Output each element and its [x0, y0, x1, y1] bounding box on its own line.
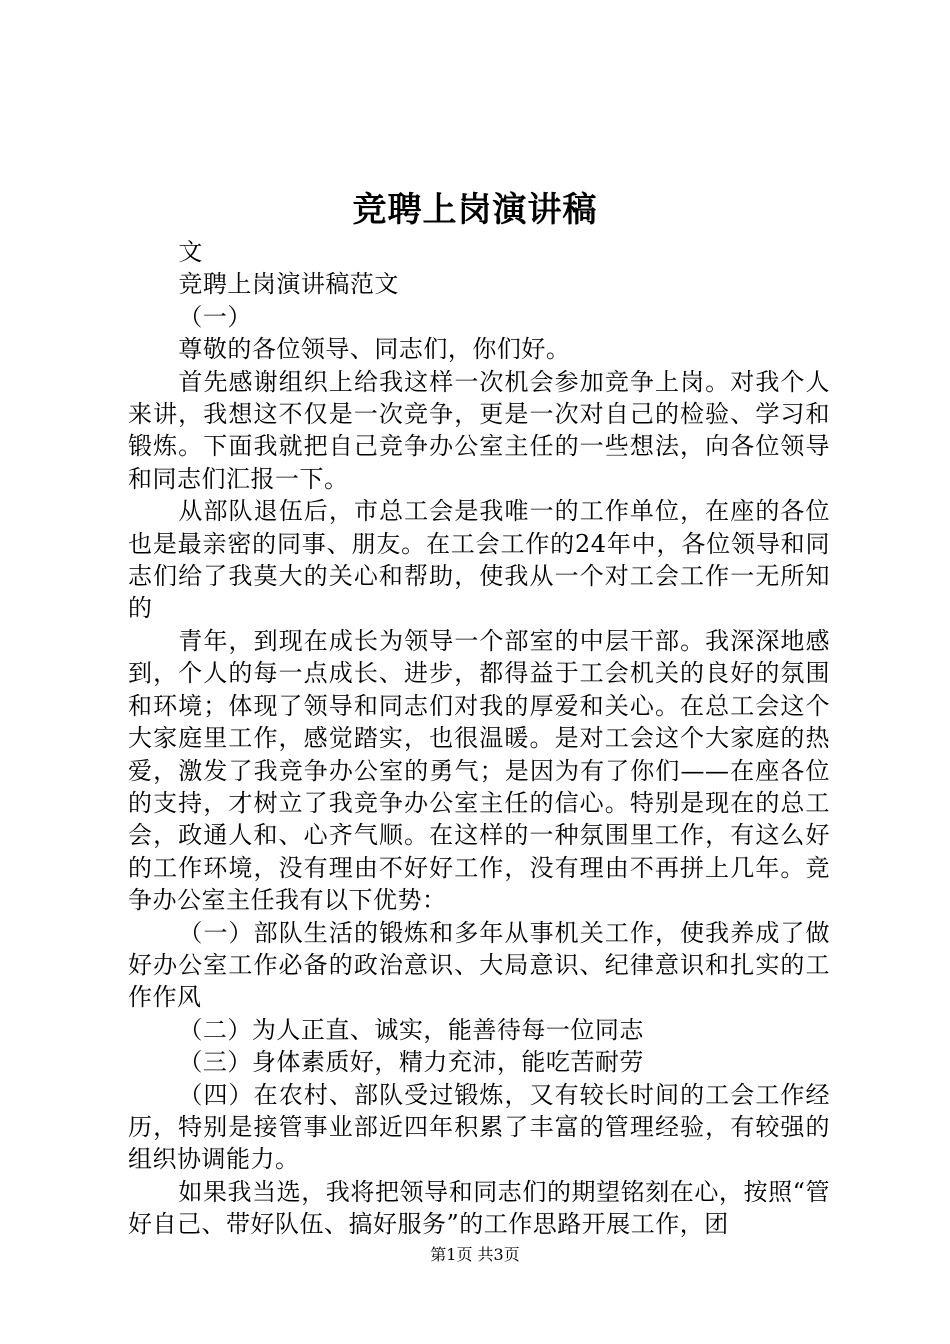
doc-section-marker: （一） — [178, 302, 252, 331]
doc-paragraph: 首先感谢组织上给我这样一次机会参加竞争上岗。对我个人来讲，我想这不仅是一次竞争，更是一次对自己的检验、学习和锻炼。下面我就把自己竞争办公室主任的一些想法，向各位领导和同志们汇报一下。 — [128, 367, 830, 493]
document-body — [128, 236, 830, 1241]
document-title: 竞聘上岗演讲稿 — [352, 190, 598, 230]
doc-list-item: （一）部队生活的锻炼和多年从事机关工作，使我养成了做好办公室工作必备的政治意识、大局意识、纪律意识和扎实的工作作风 — [128, 918, 830, 1012]
doc-paragraph: 如果我当选，我将把领导和同志们的期望铭刻在心，按照“管好自己、带好队伍、搞好服务”的工作思路开展工作，团 — [128, 1177, 830, 1239]
doc-list-item: （三）身体素质好，精力充沛，能吃苦耐劳 — [178, 1048, 644, 1077]
doc-paragraph: 青年，到现在成长为领导一个部室的中层干部。我深深地感到，个人的每一点成长、进步，都得益于工会机关的良好的氛围和环境；体现了领导和同志们对我的厚爱和关心。在总工会这个大家庭里工作，感觉踏实，也很温暖。是对工会这个大家庭的热爱，激发了我竞争办公室的勇气；是因为有了你们——在座各位的支持，才树立了我竞争办公室主任的信心。特别是现在的总工会，政通人和、心齐气顺。在这样的一种氛围里工作，有这么好的工作环境，没有理由不好好工作，没有理由不再拼上几年。竞争办公室主任我有以下优势： — [128, 626, 830, 915]
doc-greeting: 尊敬的各位领导、同志们，你们好。 — [178, 335, 571, 364]
doc-paragraph: 文 — [178, 238, 203, 266]
doc-list-item: （四）在农村、部队受过锻炼，又有较长时间的工会工作经历，特别是接管事业部近四年积累了丰富的管理经验，有较强的组织协调能力。 — [128, 1080, 830, 1174]
doc-list-item: （二）为人正直、诚实，能善待每一位同志 — [178, 1015, 644, 1044]
page-number-footer: 第1页 共3页 — [430, 1245, 520, 1264]
doc-paragraph: 从部队退伍后，市总工会是我唯一的工作单位，在座的各位也是最亲密的同事、朋友。在工会工作的24年中，各位领导和同志们给了我莫大的关心和帮助，使我从一个对工会工作一无所知的 — [128, 497, 830, 623]
doc-subtitle: 竞聘上岗演讲稿范文 — [178, 270, 399, 299]
